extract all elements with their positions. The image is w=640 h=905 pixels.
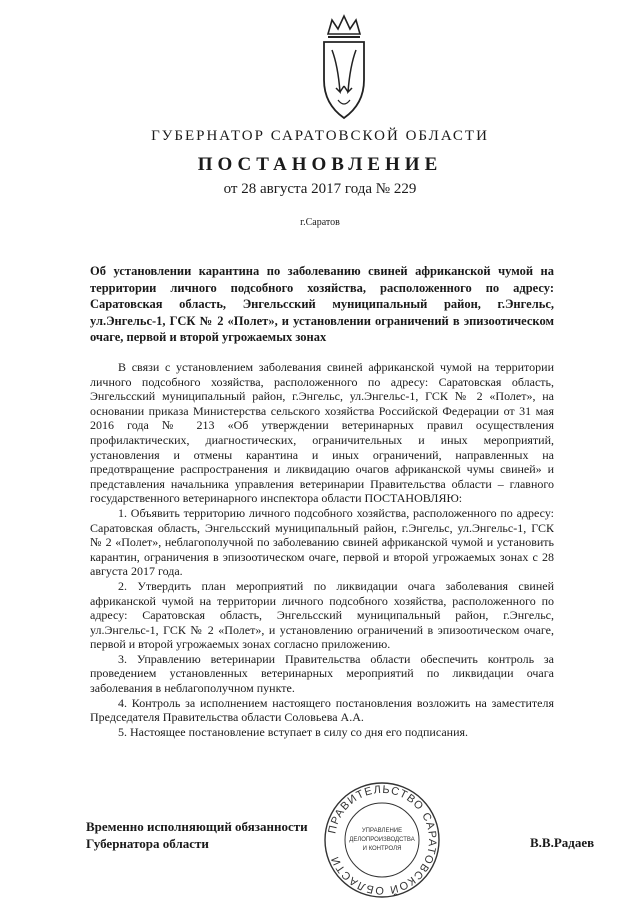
item-3-paragraph: 3. Управлению ветеринарии Правительства области обеспечить контроль за проведением установленных ветеринарных мероприятий по ликвидации очага заболевания в неблагополучном пункте. [90, 651, 554, 696]
regional-coat-of-arms-icon [318, 14, 370, 122]
document-date-number: от 28 августа 2017 года № 229 [223, 181, 417, 197]
item-4-paragraph: 4. Контроль за исполнением настоящего постановления возложить на заместителя Председателя Правительства области Соловьева А.А. [90, 695, 554, 725]
signatory-position-line-2: Губернатора области [86, 836, 209, 851]
item-1-paragraph: 1. Объявить территорию личного подсобного хозяйства, расположенного по адресу: Саратовская область, Энгельсский муниципальный район, г.Энгельс, ул.Энгельс-1, ГСК № 2 «Полет», неблагополучной по заболеванию свиней африканской чумой и установить карантин, ограничения в эпизоотическом очаге, первой и второй угрожаемых зонах с 28 августа 2017 года. [90, 505, 554, 579]
stamp-inner-line-1: УПРАВЛЕНИЕ [361, 828, 403, 834]
stamp-outer-text: ПРАВИТЕЛЬСТВО САРАТОВСКОЙ ОБЛАСТИ [326, 783, 439, 897]
stamp-inner-line-3: И КОНТРОЛЯ [362, 846, 402, 852]
document-city: г.Саратов [300, 217, 340, 228]
document-body [90, 360, 554, 739]
signatory-position-line-1: Временно исполняющий обязанности [86, 819, 308, 834]
issuer-heading: ГУБЕРНАТОР САРАТОВСКОЙ ОБЛАСТИ [151, 128, 489, 144]
document-type: ПОСТАНОВЛЕНИЕ [197, 154, 443, 175]
official-stamp [322, 780, 442, 900]
signatory-name: В.В.Радаев [530, 835, 595, 850]
preamble-paragraph: В связи с установлением заболевания свиней африканской чумой на территории личного подсобного хозяйства, расположенного по адресу: Саратовская область, Энгельсский муниципальный район, г.Энгельс, ул.Энгельс-1, ГСК № 2 «Полет», на основании приказа Министерства сельского хозяйства Российской Федерации от 31 мая 2016 года № 213 «Об утверждении ветеринарных правил осуществления профилактических, диагностических, ограничительных и иных мероприятий, установления и отмены карантина и иных ограничений, направленных на предотвращение распространения и ликвидацию очагов африканской чумы свиней» и представления начальника управления ветеринарии Правительства области – главного государственного ветеринарного инспектора области ПОСТАНОВЛЯЮ: [90, 360, 554, 506]
stamp-inner-line-2: ДЕЛОПРОИЗВОДСТВА [349, 837, 415, 843]
signatory-position [86, 818, 308, 852]
item-5-paragraph: 5. Настоящее постановление вступает в силу со дня его подписания. [118, 724, 469, 739]
item-2-paragraph: 2. Утвердить план мероприятий по ликвидации очага заболевания свиней африканской чумой на территории личного подсобного хозяйства, расположенного по адресу: Саратовская область, Энгельсский муниципальный район, г.Энгельс, ул.Энгельс-1, ГСК № 2 «Полет», и установлению ограничений в эпизоотическом очаге, первой и второй угрожаемых зонах согласно приложению. [90, 578, 554, 652]
document-title: Об установлении карантина по заболеванию свиней африканской чумой на территории личного подсобного хозяйства, расположенного по адресу: Саратовская область, Энгельсский муниципальный район, г.Энгельс, ул.Энгельс-1, ГСК № 2 «Полет», и установлении ограничений в эпизоотическом очаге, первой и второй угрожаемых зонах [90, 264, 554, 344]
